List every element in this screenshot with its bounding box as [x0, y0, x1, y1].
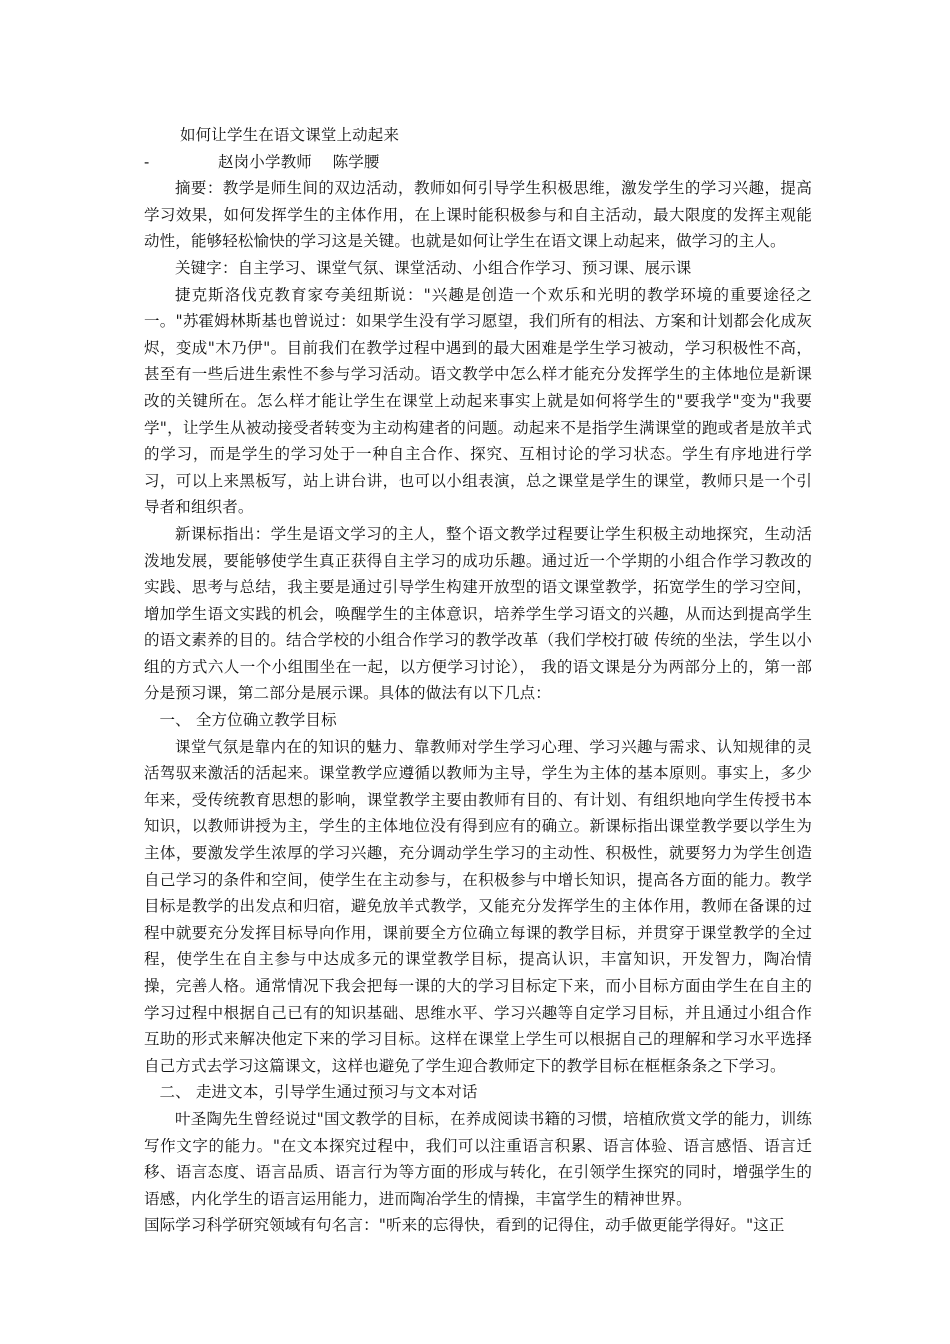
- section-1-heading: 一、 全方位确立教学目标: [159, 711, 337, 730]
- final-paragraph: 国际学习科学研究领域有句名言："听来的忘得快，看到的记得住，动手做更能学得好。"这正: [144, 1216, 785, 1235]
- author-line: [144, 149, 812, 176]
- body-paragraph-2: 新课标指出：学生是语文学习的主人，整个语文教学过程要让学生积极主动地探究，生动活泼地发展，要能够使学生真正获得自主学习的成功乐趣。通过近一个学期的小组合作学习教改的实践、思考与总结，我主要是通过引导学生构建开放型的语文课堂教学，拓宽学生的学习空间，增加学生语文实践的机会，唤醒学生的主体意识，培养学生学习语文的兴趣，从而达到提高学生的语文素养的目的。结合学校的小组合作学习的教学改革（我们学校打破 传统的坐法，学生以小组的方式六人一个小组围坐在一起，以方便学习讨论）， 我的语文课是分为两部分上的，第一部分是预习课，第二部分是展示课。具体的做法有以下几点：: [144, 524, 812, 703]
- author-name: 赵岗小学教师 陈学腰: [218, 152, 380, 171]
- section-1-paragraph: 课堂气氛是靠内在的知识的魅力、靠教师对学生学习心理、学习兴趣与需求、认知规律的灵活驾驭来激活的活起来。课堂教学应遵循以教师为主导，学生为主体的基本原则。事实上，多少年来，受传统教育思想的影响，课堂教学主要由教师有目的、有计划、有组织地向学生传授书本知识，以教师讲授为主，学生的主体地位没有得到应有的确立。新课标指出课堂教学要以学生为主体，要激发学生浓厚的学习兴趣，充分调动学生学习的主动性、积极性，就要努力为学生创造自己学习的条件和空间，使学生在主动参与，在积极参与中增长知识，提高各方面的能力。教学目标是教学的出发点和归宿，避免放羊式教学，又能充分发挥学生的主体作用，教师在备课的过程中就要充分发挥目标导向作用，课前要全方位确立每课的教学目标，并贯穿于课堂教学的全过程，使学生在自主参与中达成多元的课堂教学目标，提高认识，丰富知识，开发智力，陶冶情操，完善人格。通常情况下我会把每一课的大的学习目标定下来，而小目标方面由学生在自主的学习过程中根据自己已有的知识基础、思维水平、学习兴趣等自定学习目标，并且通过小组合作互助的形式来解决他定下来的学习目标。这样在课堂上学生可以根据自己的理解和学习水平选择自己方式去学习这篇课文，这样也避免了学生迎合教师定下的教学目标在框框条条之下学习。: [144, 737, 812, 1075]
- keywords-paragraph: 关键字：自主学习、课堂气氛、课堂活动、小组合作学习、预习课、展示课: [175, 258, 692, 277]
- section-2-paragraph: 叶圣陶先生曾经说过"国文教学的目标，在养成阅读书籍的习惯，培植欣赏文学的能力，训练写作文字的能力。"在文本探究过程中，我们可以注重语言积累、语言体验、语言感悟、语言迁移、语言态度、语言品质、语言行为等方面的形成与转化，在引领学生探究的同时，增强学生的语感，内化学生的语言运用能力，进而陶冶学生的情操，丰富学生的精神世界。: [144, 1109, 812, 1208]
- body-paragraph-1: 捷克斯洛伐克教育家夸美纽斯说："兴趣是创造一个欢乐和光明的教学环境的重要途径之一。"苏霍姆林斯基也曾说过：如果学生没有学习愿望，我们所有的相法、方案和计划都会化成灰烬，变成"木乃伊"。目前我们在教学过程中遇到的最大困难是学生学习被动，学习积极性不高，甚至有一些后进生索性不参与学习活动。语文教学中怎么样才能充分发挥学生的主体地位是新课改的关键所在。怎么样才能让学生在课堂上动起来事实上就是如何将学生的"要我学"变为"我要学"，让学生从被动接受者转变为主动构建者的问题。动起来不是指学生满课堂的跑或者是放羊式的学习，而是学生的学习处于一种自主合作、探究、互相讨论的学习状态。学生有序地进行学习，可以上来黑板写，站上讲台讲，也可以小组表演，总之课堂是学生的课堂，教师只是一个引导者和组织者。: [144, 285, 812, 517]
- author-dash: -: [144, 152, 150, 171]
- document-title: 如何让学生在语文课堂上动起来: [180, 126, 400, 144]
- abstract-paragraph: 摘要：教学是师生间的双边活动，教师如何引导学生积极思维，激发学生的学习兴趣，提高学习效果，如何发挥学生的主体作用，在上课时能积极参与和自主活动，最大限度的发挥主观能动性，能够轻松愉快的学习这是关键。也就是如何让学生在语文课上动起来，做学习的主人。: [144, 179, 812, 251]
- document-body: [144, 122, 812, 1239]
- section-2-heading: 二、 走进文本，引导学生通过预习与文本对话: [159, 1083, 478, 1102]
